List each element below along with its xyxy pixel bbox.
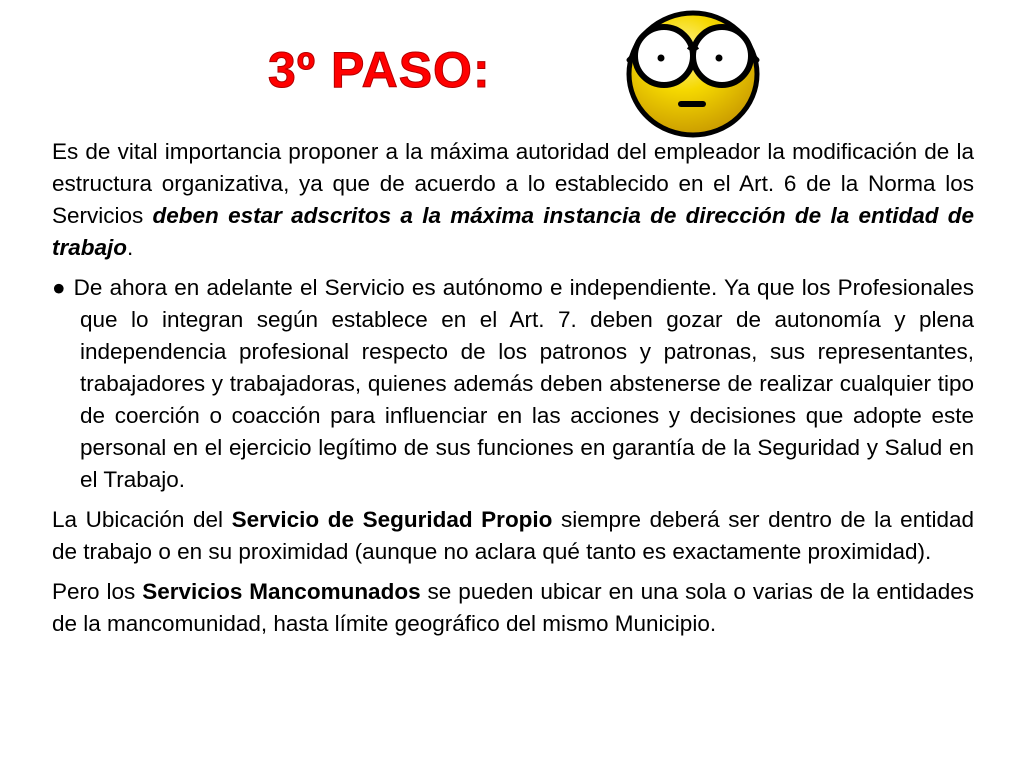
slide-title: 3º PASO: [268, 42, 491, 98]
slide-body [52, 136, 974, 648]
bullet-text: De ahora en adelante el Servicio es autónomo e independiente. Ya que los Profesionales que lo integran según establece en el Art. 7. deben gozar de autonomía y plena independencia profesional respecto de los patronos y patronas, sus representantes, trabajadores y trabajadoras, quienes además deben abstenerse de realizar cualquier tipo de coerción o coacción para influenciar en las acciones y decisiones que adopte este personal en el ejercicio legítimo de sus funciones en garantía de la Seguridad y Salud en el Trabajo. [73, 275, 974, 492]
emoji-left-lens [635, 27, 693, 85]
bullet-icon: ● [52, 275, 67, 300]
paragraph-adscription [52, 136, 974, 264]
paragraph-location [52, 504, 974, 568]
paragraph-text: Es de vital importancia proponer a la máxima autoridad del empleador la modificación de la estructura organizativa, ya que de acuerdo a lo establecido en el Art. 6 de la Norma los Servicios [52, 139, 974, 228]
paragraph-text: se pueden ubicar en una sola o varias de la entidades de la mancomunidad, hasta límite geográfico del mismo Municipio. [52, 579, 974, 636]
paragraph-mancomunados [52, 576, 974, 640]
emoji-right-lens [693, 27, 751, 85]
emphasis-text: deben estar adscritos a la máxima instancia de dirección de la entidad de trabajo [52, 203, 974, 260]
bullet-autonomy [52, 272, 974, 496]
bold-text: Servicios Mancomunados [142, 579, 421, 604]
emoji-right-pupil [716, 55, 723, 62]
paragraph-text: La Ubicación del [52, 507, 232, 532]
paragraph-text: Pero los [52, 579, 143, 604]
paragraph-text: siempre deberá ser dentro de la entidad de trabajo o en su proximidad (aunque no aclara qué tanto es exactamente proximidad). [52, 507, 975, 564]
bold-text: Servicio de Seguridad Propio [231, 507, 553, 532]
nervous-face-icon [623, 6, 763, 138]
emoji-left-pupil [658, 55, 665, 62]
paragraph-text: . [127, 235, 134, 260]
